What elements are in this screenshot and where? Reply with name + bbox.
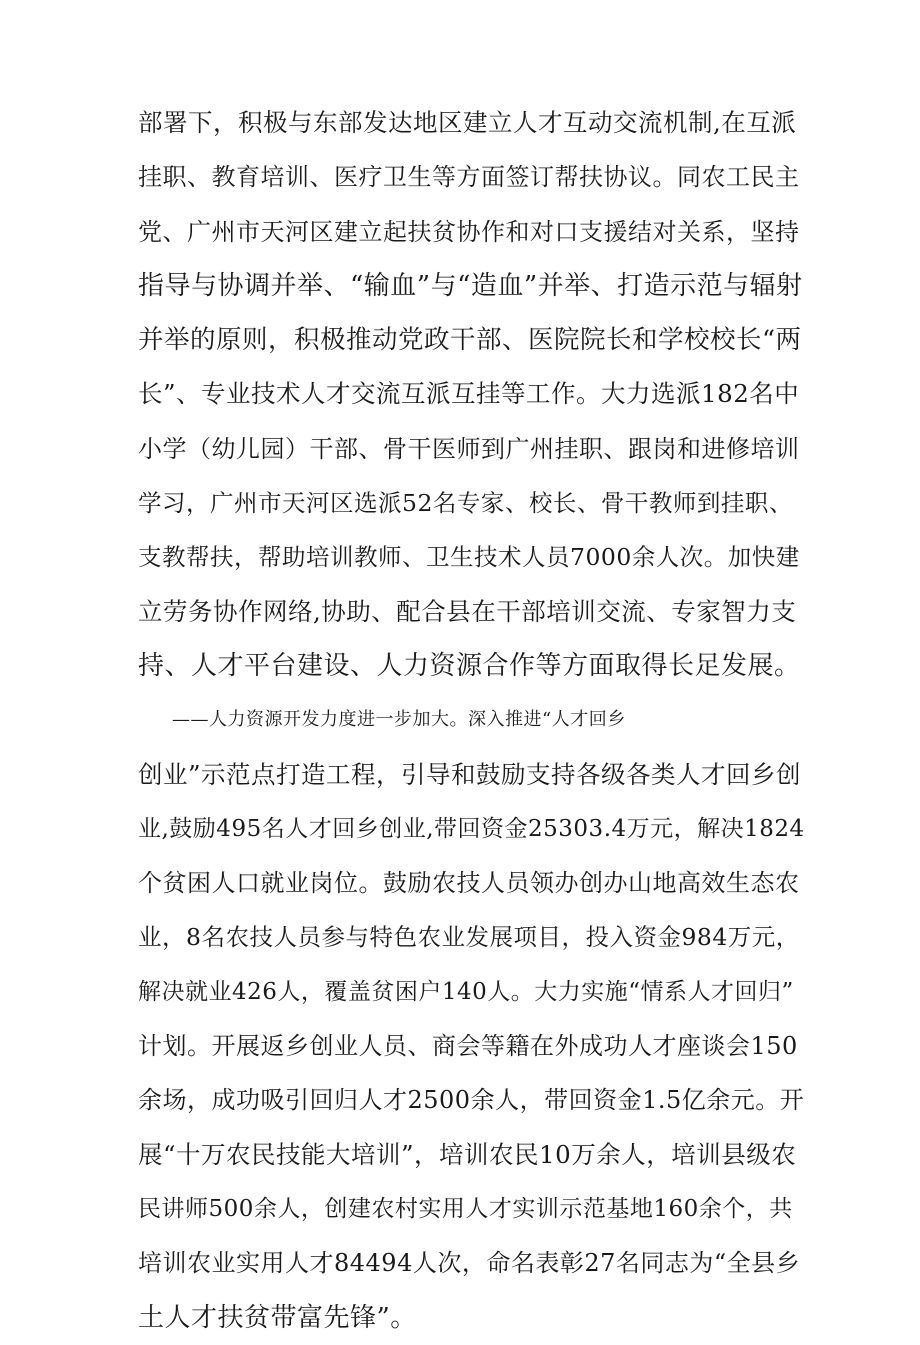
text-line: 立劳务协作网络,协助、配合县在干部培训交流、专家智力支 bbox=[138, 596, 797, 626]
text-line: 部署下，积极与东部发达地区建立人才互动交流机制,在互派 bbox=[138, 108, 797, 137]
body-text bbox=[138, 96, 803, 1345]
text-line: 解决就业426人，覆盖贫困户140人。大力实施“情系人才回归” bbox=[138, 978, 794, 1005]
text-line: 培训农业实用人才84494人次，命名表彰27名同志为“全县乡 bbox=[138, 1249, 801, 1278]
text-line: 个贫困人口就业岗位。鼓励农技人员领办创办山地高效生态农 bbox=[138, 869, 800, 898]
text-line: 业,鼓励495名人才回乡创业,带回资金25303.4万元，解决1824 bbox=[138, 815, 805, 842]
text-line: 业，8名农技人员参与特色农业发展项目，投入资金984万元， bbox=[138, 923, 800, 952]
text-line: 计划。开展返乡创业人员、商会等籍在外成功人才座谈会150 bbox=[138, 1032, 798, 1061]
text-line: 党、广州市天河区建立起扶贫协作和对口支援结对关系，坚持 bbox=[138, 217, 800, 246]
text-line: 长”、专业技术人才交流互派互挂等工作。大力选派182名中 bbox=[138, 379, 800, 409]
text-line: 土人才扶贫带富先锋”。 bbox=[138, 1302, 417, 1333]
text-line: 指导与协调并举、“输血”与“造血”并举、打造示范与辐射 bbox=[138, 270, 803, 301]
paragraph-start-line: ——人力资源开发力度进一步加大。深入推进“人才回乡 bbox=[172, 709, 626, 731]
text-line: 学习，广州市天河区选派52名专家、校长、骨干教师到挂职、 bbox=[138, 489, 793, 518]
text-line: 持、人才平台建设、人力资源合作等方面取得长足发展。 bbox=[138, 650, 801, 681]
text-line: 民讲师500余人，创建农村实用人才实训示范基地160余个，共 bbox=[138, 1195, 793, 1222]
text-line: 余场，成功吸引回归人才2500余人，带回资金1.5亿余元。开 bbox=[138, 1086, 805, 1115]
text-line: 挂职、教育培训、医疗卫生等方面签订帮扶协议。同农工民主 bbox=[138, 163, 800, 192]
text-line: 小学（幼儿园）干部、骨干医师到广州挂职、跟岗和进修培训 bbox=[138, 434, 800, 463]
text-line: 并举的原则，积极推动党政干部、医院院长和学校校长“两 bbox=[138, 325, 802, 356]
text-line: 展“十万农民技能大培训”，培训农民10万余人，培训县级农 bbox=[138, 1139, 797, 1169]
text-line: 支教帮扶，帮助培训教师、卫生技术人员7000余人次。加快建 bbox=[138, 543, 800, 572]
text-line: 创业”示范点打造工程，引导和鼓励支持各级各类人才回乡创 bbox=[138, 759, 802, 789]
